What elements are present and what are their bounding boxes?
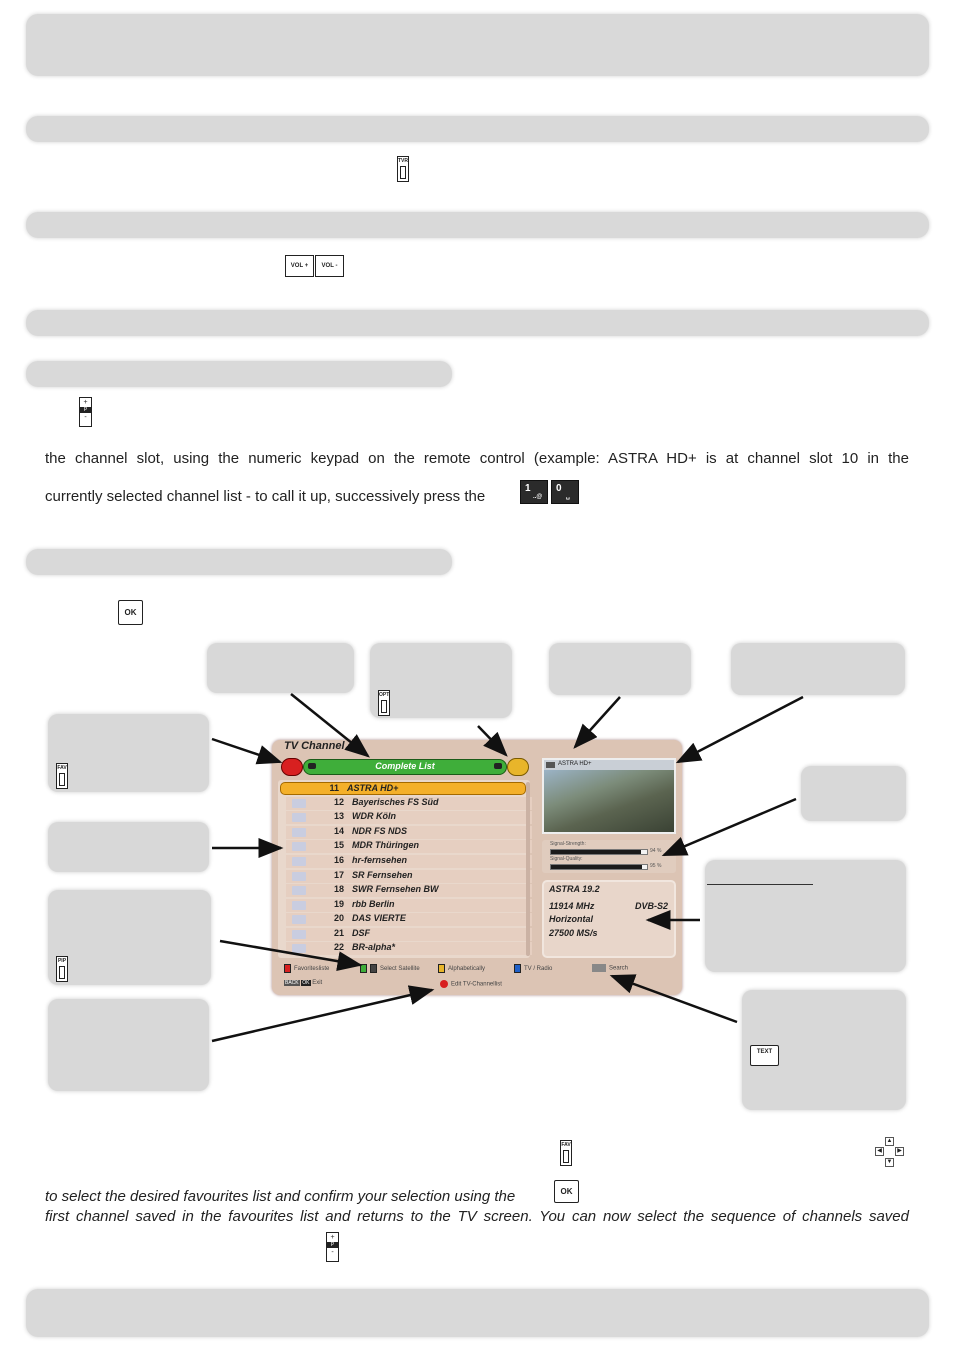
fav-instruction-line-2: first channel saved in the favourites list and returns to the TV screen. You can now select the sequence of channels saved (45, 1208, 909, 1225)
navigation-pad-icon: ▲ ◀ ▶ ▼ (875, 1137, 903, 1167)
list-name: Complete List (375, 761, 435, 771)
fav-instruction-line-1: to select the desired favourites list and confirm your selection using the (45, 1188, 516, 1205)
footer-edit[interactable]: Edit TV-Channellist (440, 980, 502, 988)
channel-name: BR-alpha* (352, 942, 396, 952)
channel-name: MDR Thüringen (352, 840, 419, 850)
numeric-0-key-icon: 0 ␣ (551, 480, 579, 504)
channel-number: 14 (333, 826, 344, 836)
fav-key-icon: FAV (560, 1140, 572, 1166)
pip-key-icon: PIP (56, 956, 68, 982)
opt-key-icon: OPT (378, 690, 390, 716)
channel-name: SWR Fernsehen BW (352, 884, 439, 894)
dvb-standard: DVB-S2 (634, 901, 668, 911)
signal-quality-label: Signal-Quality: (550, 856, 583, 862)
channel-name: hr-fernsehen (352, 855, 408, 865)
fav-key-icon-callout: FAV (56, 763, 68, 789)
footer-tv-radio[interactable]: TV / Radio (514, 964, 552, 973)
signal-quality-value: 95 % (650, 863, 662, 869)
program-plus-minus-key-icon: + P - (79, 397, 92, 427)
signal-strength-label: Signal-Strength: (550, 841, 586, 847)
channel-name: ASTRA HD+ (347, 783, 399, 793)
tv-screen-title: TV Channel (284, 740, 345, 752)
paragraph-line-2: currently selected channel list - to call it up, successively press the (45, 488, 486, 505)
signal-strength-value: 94 % (650, 848, 662, 854)
channel-number: 17 (333, 870, 344, 880)
vol-plus-key-icon: VOL + (285, 255, 314, 277)
footer-bar (26, 1289, 929, 1337)
tvr-key-icon: TVR (397, 156, 409, 182)
text-key-icon: TEXT (750, 1045, 779, 1066)
channel-number: 11 (329, 783, 339, 793)
channel-number: 16 (333, 855, 344, 865)
program-plus-minus-key-icon-bottom: + P - (326, 1232, 339, 1262)
channel-name: Bayerisches FS Süd (352, 797, 439, 807)
channel-name: SR Fernsehen (352, 870, 413, 880)
channel-number: 22 (333, 942, 344, 952)
footer-select-satellite[interactable]: Select Satellite (360, 964, 420, 973)
channel-name: DSF (352, 928, 370, 938)
footer-search[interactable]: Search (592, 964, 628, 972)
polarization: Horizontal (549, 914, 593, 924)
channel-number: 12 (333, 797, 344, 807)
channel-number: 19 (333, 899, 344, 909)
channel-name: NDR FS NDS (352, 826, 408, 836)
satellite-name: ASTRA 19.2 (549, 884, 600, 894)
frequency: 11914 MHz (549, 901, 595, 911)
ok-key-icon-bottom: OK (554, 1180, 579, 1203)
symbol-rate: 27500 MS/s (549, 928, 598, 938)
preview-channel-label: ASTRA HD+ (558, 761, 592, 767)
channel-number: 18 (333, 884, 344, 894)
channel-number: 15 (333, 840, 344, 850)
footer-alphabetically[interactable]: Alphabetically (438, 964, 485, 973)
footer-back[interactable]: BACK OK Exit (285, 980, 323, 986)
channel-name: rbb Berlin (352, 899, 395, 909)
ok-key-icon: OK (118, 600, 143, 625)
paragraph-line-1: the channel slot, using the numeric keypad on the remote control (example: ASTRA HD+ is at channel slot 10 in the (45, 450, 909, 467)
channel-number: 13 (333, 811, 344, 821)
channel-number: 20 (333, 913, 344, 923)
vol-minus-key-icon: VOL - (315, 255, 344, 277)
channel-name: DAS VIERTE (352, 913, 406, 923)
channel-name: WDR Köln (352, 811, 396, 821)
channel-number: 21 (333, 928, 344, 938)
numeric-1-key-icon: 1 ..@ (520, 480, 548, 504)
footer-favourites[interactable]: Favoritesliste (284, 964, 329, 973)
